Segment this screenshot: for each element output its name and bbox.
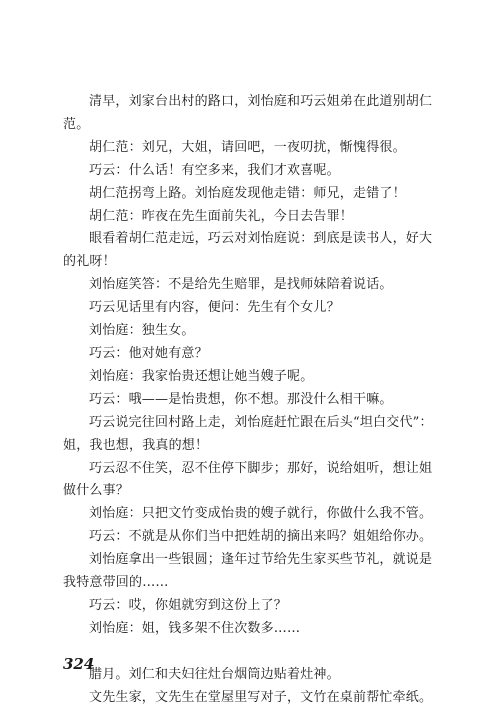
paragraph: 刘怡庭笑答：不是给先生赔罪，是找师妹陪着说话。	[89, 277, 393, 293]
scene-break	[63, 641, 435, 664]
paragraph: 巧云见话里有内容，便问：先生有个女儿？	[89, 300, 340, 316]
paragraph: 巧云：哦——是怡贵想，你不想。那没什么相干嘛。	[89, 391, 393, 407]
paragraph: 刘怡庭拿出一些银圆；逢年过节给先生家买些节礼，就说是我特意带回的……	[63, 552, 433, 591]
paragraph: 巧云：他对她有意？	[89, 345, 208, 361]
paragraph: 巧云：不就是从你们当中把姓胡的摘出来吗？姐姐给你办。	[89, 529, 433, 545]
paragraph: 胡仁范拐弯上路。刘怡庭发现他走错：师兄，走错了！	[89, 185, 406, 201]
paragraph: 巧云说完往回村路上走，刘怡庭赶忙跟在后头“坦白交代”：姐，我也想，我真的想！	[63, 414, 433, 453]
paragraph: 腊月。刘仁和夫妇往灶台烟筒边贴着灶神。	[89, 666, 340, 682]
paragraph: 刘怡庭：只把文竹变成怡贵的嫂子就行，你做什么我不管。	[89, 506, 433, 522]
paragraph: 胡仁范：昨夜在先生面前失礼，今日去告罪！	[89, 208, 354, 224]
paragraph: 刘怡庭：我家怡贵还想让她当嫂子呢。	[89, 368, 314, 384]
paragraph: 清早，刘家台出村的路口，刘怡庭和巧云姐弟在此道别胡仁范。	[63, 94, 433, 132]
paragraph: 巧云忍不住笑，忍不住停下脚步；那好，说给姐听，想让姐做什么事？	[63, 460, 433, 499]
paragraph: 刘怡庭：姐，钱多架不住次数多……	[89, 620, 301, 636]
paragraph: 刘怡庭：独生女。	[89, 323, 195, 339]
paragraph: 文先生家，文先生在堂屋里写对子，文竹在桌前帮忙牵纸。	[89, 689, 433, 705]
body-text	[63, 91, 435, 709]
paragraph: 巧云：哎，你姐就穷到这份上了？	[89, 597, 288, 613]
paragraph: 胡仁范：刘兄，大姐，请回吧，一夜叨扰，惭愧得很。	[89, 139, 406, 155]
page-number: 324	[63, 655, 95, 673]
paragraph: 眼看着胡仁范走远，巧云对刘怡庭说：到底是读书人，好大的礼呀！	[63, 231, 433, 270]
paragraph: 巧云：什么话！有空多来，我们才欢喜呢。	[89, 162, 340, 178]
